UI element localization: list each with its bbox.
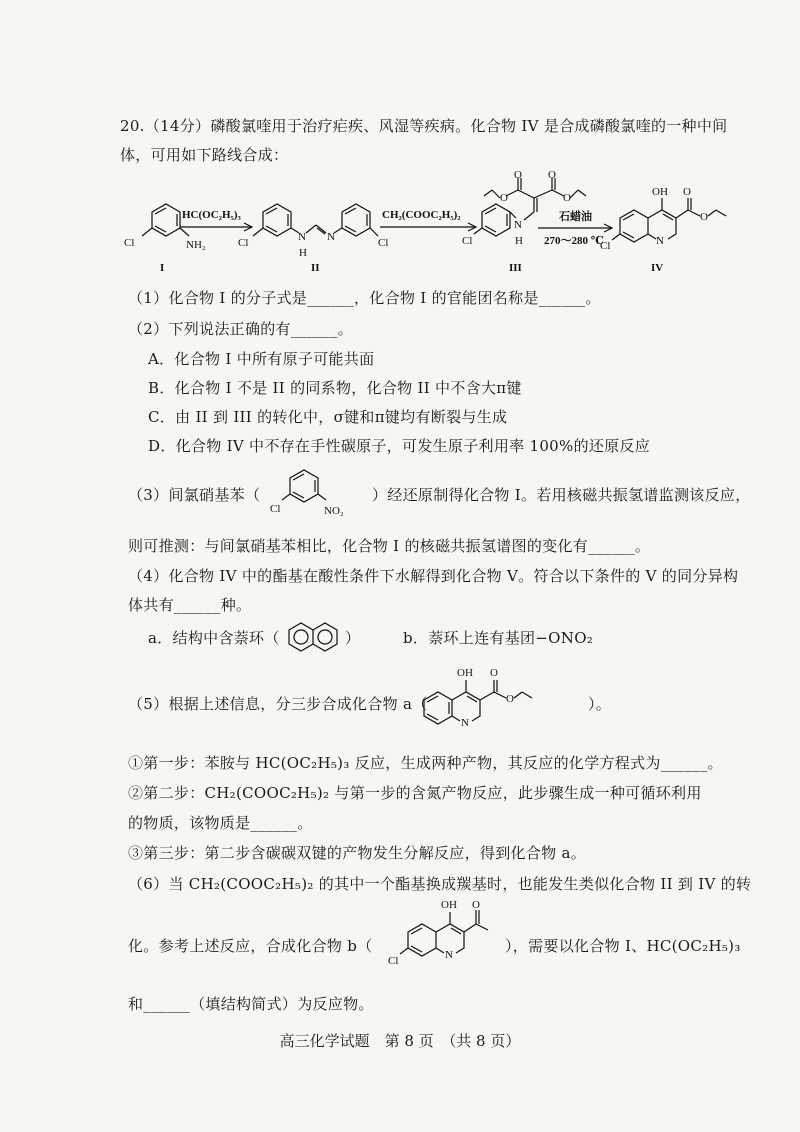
part-2: （2）下列说法正确的有______。 — [128, 320, 353, 338]
reagent-3-bottom: 270～280 ℃ — [544, 235, 604, 247]
compound-b-cl: Cl — [388, 955, 399, 967]
part-5-start: （5）根据上述信息，分三步合成化合物 a（ — [128, 695, 428, 713]
part-3-middle: ）经还原制得化合物 I。若用核磁共振氢谱监测该反应， — [372, 486, 751, 504]
compound-a-o1: O — [490, 667, 498, 679]
option-b: B．化合物 I 不是 II 的同系物，化合物 II 中不含大π键 — [148, 379, 522, 397]
compound-III-o1: O — [514, 169, 522, 181]
part-3-end: 则可推测：与间氯硝基苯相比，化合物 I 的核磁共振氢谱图的变化有______。 — [128, 537, 651, 555]
part-4-line2: 体共有______种。 — [128, 596, 252, 614]
reagent-3-top: 石蜡油 — [559, 211, 592, 223]
part-6-line2-end: ），需要以化合物 I、HC(OC₂H₅)₃ — [505, 937, 741, 955]
compound-a-structure — [412, 660, 597, 750]
compound-II-n1: N — [298, 231, 306, 243]
compound-IV-n: N — [656, 235, 664, 247]
label-I: I — [160, 262, 165, 274]
compound-a-oh: OH — [457, 667, 473, 679]
compound-III-o3: O — [548, 169, 556, 181]
nitrobenzene-cl: Cl — [270, 503, 281, 515]
condition-b: b．萘环上连有基团−ONO₂ — [403, 629, 594, 647]
compound-II-cl-right: Cl — [378, 237, 389, 249]
part-1: （1）化合物 I 的分子式是______，化合物 I 的官能团名称是______。 — [128, 289, 601, 307]
reagent-2: CH₂(COOC₂H₅)₂ — [382, 209, 461, 221]
compound-b-n: N — [445, 949, 453, 961]
compound-II-h: H — [299, 247, 307, 259]
compound-I-cl: Cl — [124, 237, 135, 249]
compound-III-o2: O — [500, 192, 508, 204]
condition-a-end: ） — [345, 629, 361, 647]
compound-IV-structure — [600, 186, 726, 252]
part-6-line1: （6）当 CH₂(COOC₂H₅)₂ 的其中一个酯基换成羰基时，也能发生类似化合物 II 到 IV 的转 — [128, 875, 752, 893]
part-3-start: （3）间氯硝基苯（ — [128, 486, 261, 504]
compound-III-h: H — [515, 235, 523, 247]
compound-II-cl-left: Cl — [238, 237, 249, 249]
label-III: III — [509, 262, 522, 274]
step-3: ③第三步：第二步含碳碳双键的产物发生分解反应，得到化合物 a。 — [128, 844, 587, 862]
part-4-line1: （4）化合物 IV 中的酯基在酸性条件下水解得到化合物 V。符合以下条件的 V 的同分异构 — [128, 567, 739, 585]
option-a: A．化合物 I 中所有原子可能共面 — [148, 350, 375, 368]
compound-III-cl: Cl — [462, 235, 473, 247]
compound-b-oh: OH — [441, 899, 457, 911]
synthesis-scheme — [0, 170, 800, 280]
compound-a-o2: O — [506, 693, 514, 705]
m-chloronitrobenzene-structure — [268, 462, 368, 518]
naphthalene-structure — [283, 618, 353, 658]
compound-IV-cl: Cl — [600, 240, 611, 252]
reagent-1: HC(OC₂H₅)₃ — [182, 209, 241, 221]
compound-III-n: N — [514, 219, 522, 231]
step-2-line1: ②第二步：CH₂(COOC₂H₅)₂ 与第一步的含氮产物反应，此步骤生成一种可循环利用 — [128, 784, 702, 802]
question-intro-line2: 体，可用如下路线合成： — [120, 146, 289, 164]
page-footer: 高三化学试题 第 8 页 （共 8 页） — [279, 1032, 521, 1050]
label-IV: IV — [651, 262, 664, 274]
compound-I-nh2: NH₂ — [186, 239, 206, 251]
question-intro-line1: 20.（14分）磷酸氯喹用于治疗疟疾、风湿等疾病。化合物 IV 是合成磷酸氯喹的一种中间 — [120, 117, 728, 135]
compound-a-n: N — [461, 717, 469, 729]
step-2-line2: 的物质，该物质是______。 — [128, 814, 313, 832]
condition-a: a．结构中含萘环（ — [148, 629, 280, 647]
part-5-end: ）。 — [588, 695, 612, 713]
option-d: D．化合物 IV 中不存在手性碳原子，可发生原子利用率 100%的还原反应 — [148, 437, 651, 455]
step-1: ①第一步：苯胺与 HC(OC₂H₅)₃ 反应，生成两种产物，其反应的化学方程式为______。 — [128, 754, 723, 772]
compound-III-o4: O — [563, 192, 571, 204]
compound-IV-o2: O — [700, 211, 708, 223]
option-c: C．由 II 到 III 的转化中，σ键和π键均有断裂与生成 — [148, 408, 508, 426]
compound-b-structure — [386, 898, 506, 980]
part-6-line2-start: 化。参考上述反应，合成化合物 b（ — [128, 937, 373, 955]
compound-II-structure — [238, 204, 388, 259]
compound-II-n2: N — [327, 231, 335, 243]
part-6-line3: 和______（填结构简式）为反应物。 — [128, 995, 374, 1013]
compound-b-o: O — [472, 899, 480, 911]
compound-IV-oh: OH — [652, 186, 668, 198]
nitrobenzene-no2: NO₂ — [324, 505, 344, 517]
label-II: II — [311, 262, 320, 274]
compound-IV-o1: O — [683, 186, 691, 198]
